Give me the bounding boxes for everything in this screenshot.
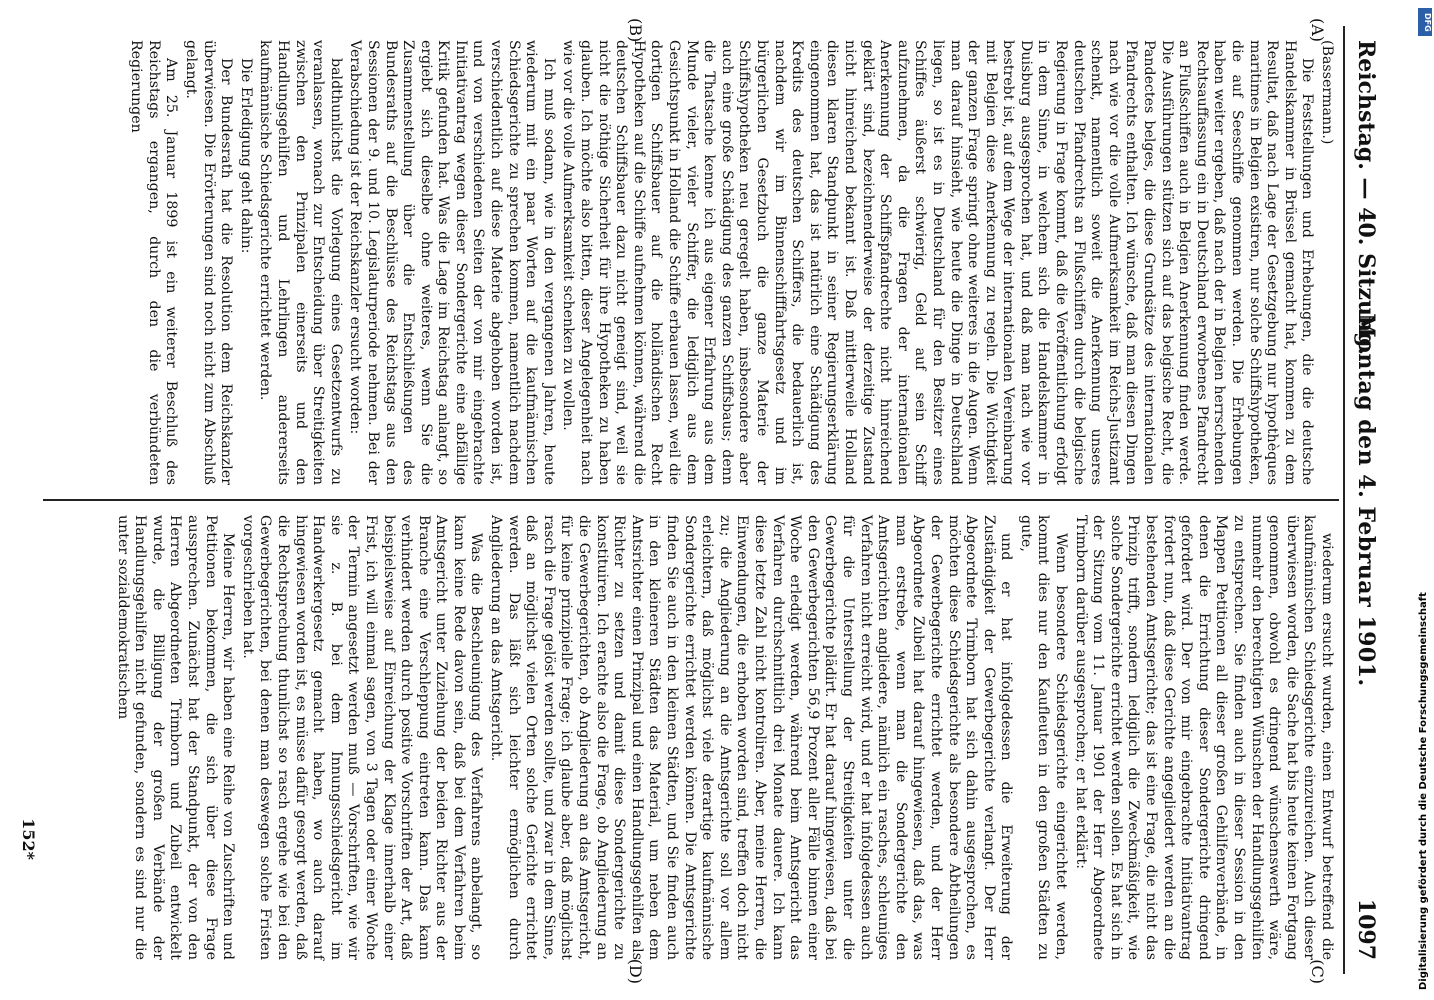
sheet-signature: 152* xyxy=(19,818,38,860)
paragraph: Ich muß sodann, wie in den vergangenen Jahren, heute wiederum mit ein paar Worten auf die kaufmännischen Schiedsgerichte zu sprechen kommen, namentlich nachdem verschiedentlich auf diese Materie abgehoben worden ist, und von verschiedenen Seiten der von mir eingebrachte Initiativantrag wegen dieser Sondergerichte eine abfällige Kritik gefunden hat. Was die Lage im Reichstag anlangt, so ergiebt sich dieselbe ohne weiteres, wenn Sie die Zusammenstellung über die Entschließungen des Bundesraths auf die Beschlüsse des Reichstags aus den Sessionen der 9. und 10. Legislaturperiode nehmen. Bei der Verabschiedung ist der Reichskanzler ersucht worden: xyxy=(347,40,557,485)
paragraph: Meine Herren, wir haben eine Reihe von Zuschriften und Petitionen bekommen, die sich über diese Frage aussprechen. Zunächst hat der Standpunkt, der von den Herren Abgeordneten Trimborn und Zubeil entwickelt wurde, die Billigung der großen Verbände der Handlungsgehilfen nicht gefunden, sondern es sind nur die unter sozialdemokratischem xyxy=(114,515,237,960)
header-date: Montag den 4. Februar 1901. xyxy=(1353,313,1379,687)
margin-marker-c: (C) xyxy=(1308,959,1327,984)
paragraph: Wenn besondere Schiedsgerichte eingerichtet werden, kommt dies nur den Kaufleuten in den großen Städten zu gute, xyxy=(1017,515,1070,960)
paragraph: wiederum ersucht wurden, einen Entwurf betreffend die kaufmännischen Schiedsgerichte einzureichen. Auch dieser überwiesen worden, die Sache hat bis heute keinen Fortgang genommen, obwohl es dringend wünschenswerth wäre, nunmehr den berechtigten Wünschen der Handlungsgehilfen zu entsprechen. Sie finden auch in dieser Session in den Mappen Petitionen all dieser großen Gehilfenverbände, in denen die Errichtung dieser Sondergerichte dringend gefordert wird. Der von mir eingebrachte Initiativantrag fordert nun, daß diese Gerichte angegliedert werden an die bestehenden Amtsgerichte; das ist eine Frage, die nicht das Prinzip trifft, sondern lediglich die Zweckmäßigkeit, wie solche Sondergerichte errichtet werden sollen. Es hat sich in der Sitzung vom 11. Januar 1901 der Herr Abgeordnete Trimborn darüber ausgesprochen; er hat erklärt: xyxy=(1072,515,1335,960)
dfg-credit: Digitalisierung gefördert durch die Deutsche Forschungsgemeinschaft xyxy=(1418,592,1429,990)
margin-marker-d: (D) xyxy=(626,958,645,984)
page-header xyxy=(1343,26,1385,974)
page-number: 1097 xyxy=(1353,898,1379,960)
paragraph: baldthunlichst die Vorlegung eines Gesetzentwurfs zu veranlassen, wonach zur Entscheidung über Streitigkeiten zwischen den Prinzipalen einerseits und den Handlungsgehilfen und Lehrlingen andererseits kaufmännische Schiedsgerichte errichtet werden. xyxy=(257,40,344,485)
paragraph: Die Erledigung geht dahin: xyxy=(237,58,254,254)
left-column xyxy=(43,26,1339,499)
dfg-logo: DFG xyxy=(1418,8,1432,36)
paragraph: Die Feststellungen und Erhebungen, die die deutsche Handelskammer in Brüssel gemacht hat, kommen zu dem Resultat, daß nach Lage der Gesetzgebung nur hypothèques maritimes in Belgien existiren, nur solche Schiffshypotheken, die auf Seeschiffe genommen werden. Die Erhebungen haben weiter ergeben, daß nach der in Belgien herrschenden Rechtsauffassung ein in Deutschland erworbenes Pfandrecht an Flußschiffen auch in Belgien Anerkennung finden werde. Die Ausführungen stützen sich auf das belgische Recht, die Pandectes belges, die diese Grundsätze des internationalen Pfandrechts enthalten. Ich wünsche, daß man diesen Dingen nach wie vor die volle Aufmerksamkeit im Reichs-Justizamt schenkt, namentlich soweit die Anerkennung unseres deutschen Pfandrechts an Flußschiffen durch die belgische Regierung in Frage kommt, daß die Veröffentlichung erfolgt in dem Sinne, in welchem sich die Handelskammer in Duisburg ausgesprochen hat, und daß man nach wie vor bestrebt ist, auf dem Wege der internationalen Vereinbarung mit Belgien diese Anerkennung zu regeln. Die Wichtigkeit der ganzen Frage springt ohne weiteres in die Augen. Wenn man darauf hinsieht, wie heute die Dinge in Deutschland liegen, so ist es in Deutschland für den Besitzer eines Schiffes äußerst schwierig, Geld auf sein Schiff aufzunehmen, da die Fragen der internationalen Anerkennung der Schiffspfandrechte nicht hinreichend geklärt sind, bezeichnenderweise der derzeitige Zustand nicht hinreichend bekannt ist. Daß mittlerweile Holland diesen klaren Standpunkt in seiner Regierungserklärung eingenommen hat, das ist natürlich eine Schädigung des Kredits des deutschen Schiffers, die bedauerlich ist, nachdem wir im Binnenschifffahrtsgesetz und im bürgerlichen Gesetzbuch die ganze Materie der Schiffshypotheken neu geregelt haben, insbesondere aber auch eine große Schädigung des ganzen Schiffsbaus; denn die Thatsache kenne ich aus eigener Erfahrung aus dem Munde vieler, vieler Schiffer, die lediglich aus dem Gesichtspunkt in Holland die Schiffe erbauen lassen, weil die dortigen Schiffsbauer auf die holländischen Recht Hypotheken auf die Schiffe aufnehmen können, während die deutschen Schiffsbauer dazu nicht geneigt sind, weil sie nicht die nöthige Sicherheit für ihre Hypotheken zu haben glauben. Ich möchte also bitten, dieser Angelegenheit nach wie vor die volle Aufmerksamkeit schenken zu wollen. xyxy=(560,40,1316,485)
newspaper-page xyxy=(19,18,1385,984)
paragraph: und er hat infolgedessen die Erweiterung der Zuständigkeit der Gewerbegerichte verlangt. Der Herr Abgeordnete Trimborn hat sich dahin ausgesprochen, es möchten diese Schiedsgerichte als besondere Abtheilungen der Gewerbegerichte errichtet werden, und der Herr Abgeordnete Zubeil hat darauf hingewiesen, daß das, was man erstrebe, wenn man die Sondergerichte den Amtsgerichten angliedere, nämlich ein rasches, schleuniges Verfahren nicht erreicht wird, und er hat infolgedessen auch für die Unterstellung der Streitigkeiten unter die Gewerbegerichte plädirt. Er hat darauf hingewiesen, daß bei den Gewerbegerichten 56,9 Prozent aller Fälle binnen einer Woche erledigt werden, während beim Amtsgericht das Verfahren durchschnittlich drei Monate dauere. Ich kann diese letzte Zahl nicht kontroliren. Aber, meine Herren, die Einwendungen, die erhoben worden sind, treffen doch nicht zu; die Angliederung an die Amtsgerichte soll vor allem erleichtern, daß möglichst viele derartige kaufmännische Sondergerichte errichtet werden können. Die Amtsgerichte finden Sie auch in den kleinen Städten, und Sie finden auch in den kleineren Städten das Material, um neben dem Amtsrichter einen Prinzipal und einen Handlungsgehilfen als Richter zu setzen und damit diese Sondergerichte zu konstituiren. Ich erachte also die Frage, ob Angliederung an die Gewerbegerichten, ob Angliederung an das Amtsgericht, für keine prinzipielle Frage; ich glaube aber, daß möglichst rasch die Frage gelöst werden sollte, und zwar in dem Sinne, daß an möglichst vielen Orten solche Gerichte errichtet werden. Das läßt sich leichter ermöglichen durch Angliederung an das Amtsgericht. xyxy=(488,515,1015,960)
paragraph: Am 25. Januar 1899 ist ein weiterer Beschluß des Reichstags ergangen, durch den die verbündeten Regierungen xyxy=(128,40,180,485)
paragraph: Der Bundesrath hat die Resolution dem Reichskanzler überwiesen. Die Erörterungen sind noch nicht zum Abschluß gelangt. xyxy=(183,40,235,485)
right-column xyxy=(43,499,1339,974)
header-left: Reichstag. — 40. Sitzung. xyxy=(1353,40,1379,356)
paragraph: Was die Beschleunigung des Verfahrens anbelangt, so kann keine Rede davon sein, daß bei dem Verfahren beim Amtsgericht unter Zuziehung der beiden Richter aus der Branche eine Verschleppung eintreten kann. Das kann verhindert werden durch positive Vorschriften der Art, daß beispielsweise auf Einreichung der Klage innerhalb einer Frist, ich will einmal sagen, von 3 Tagen oder einer Woche der Termin angesetzt werden muß — Vorschriften, wie wir sie z. B. bei dem Innungsschiedsgericht im Handwerkergesetz gemacht haben, wo auch darauf hingewiesen worden ist, es müsse dafür gesorgt werden, daß die Rechtsprechung thunlichst so rasch ergehe wie bei den Gewerbegerichten, bei denen man deswegen solche Fristen vorgeschrieben hat. xyxy=(239,515,485,960)
text-columns xyxy=(43,26,1339,974)
margin-marker-b: (B) xyxy=(626,18,645,43)
speaker-label: (Bassermann.) xyxy=(1319,40,1335,145)
margin-marker-a: (A) xyxy=(1308,18,1327,43)
